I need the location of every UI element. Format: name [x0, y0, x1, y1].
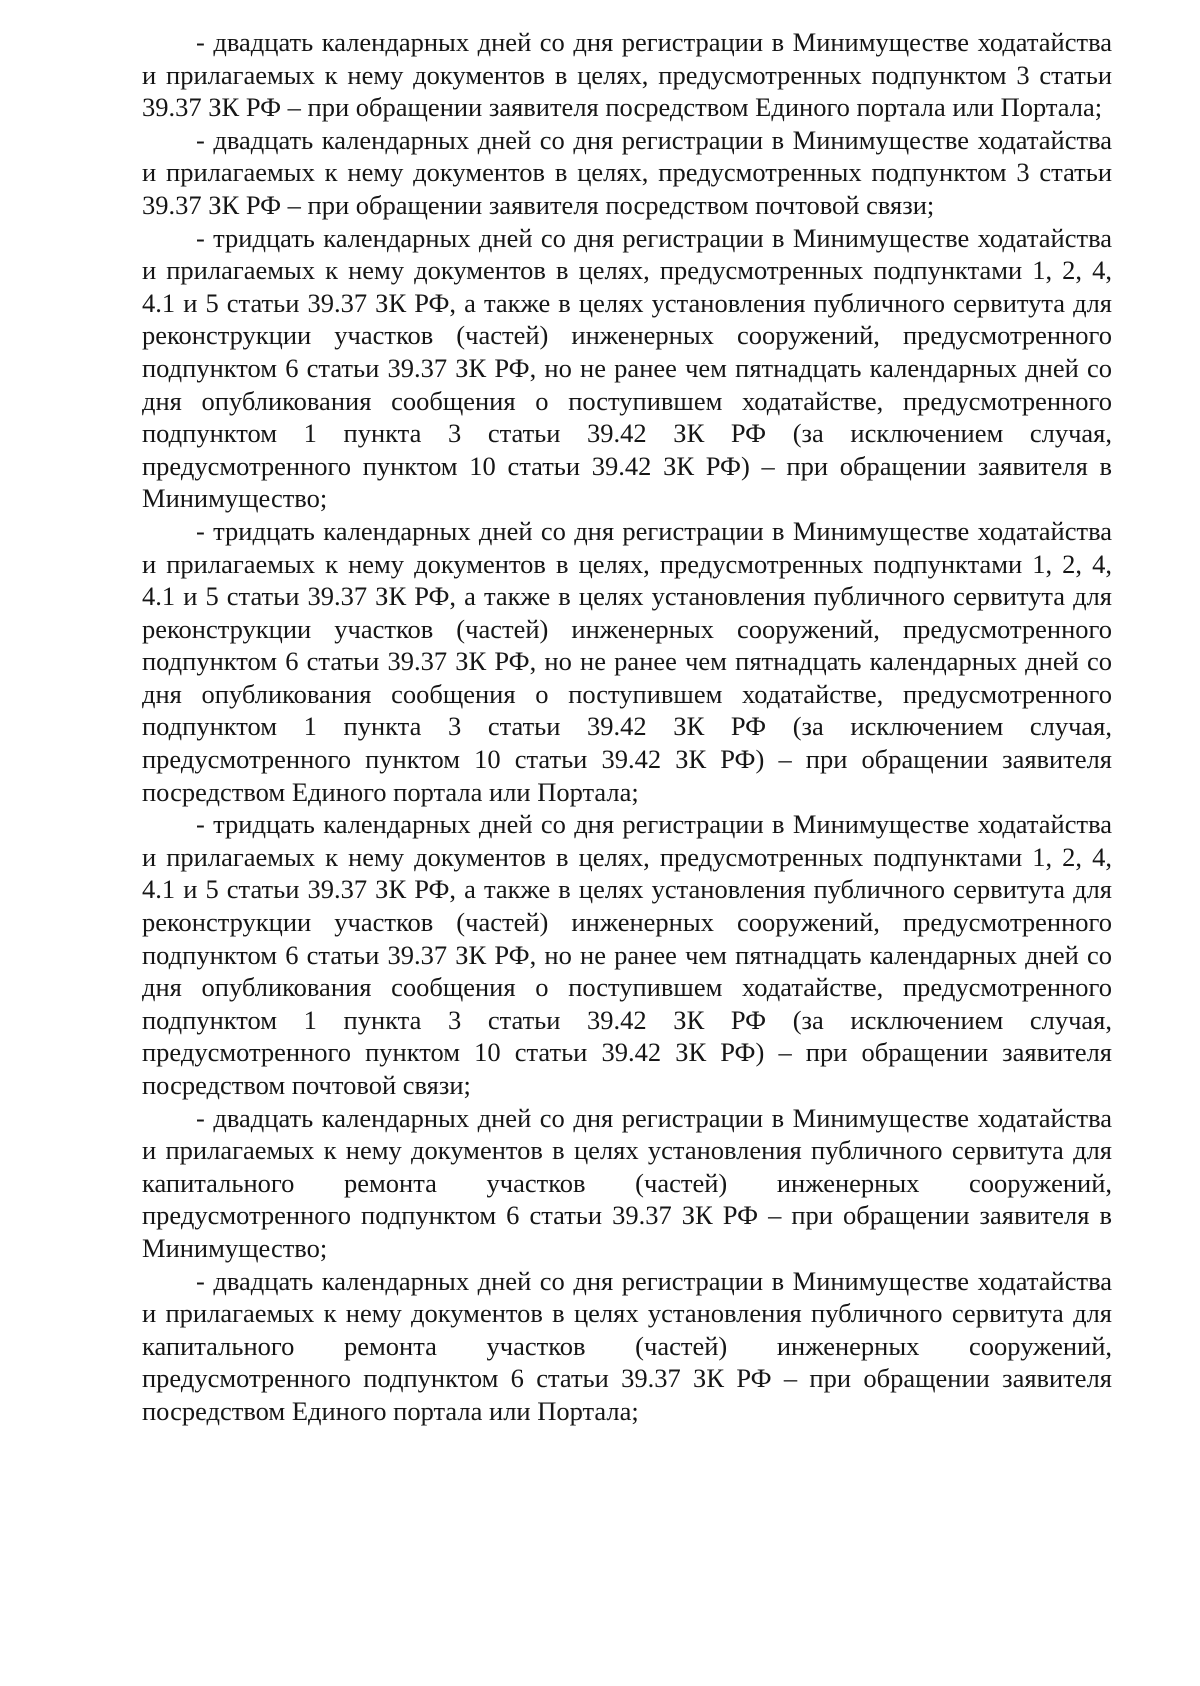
paragraph: - тридцать календарных дней со дня регистрации в Минимуществе ходатайства и прилагаемых к нему документов в целях, предусмотренных подпунктами 1, 2, 4, 4.1 и 5 статьи 39.37 ЗК РФ, а также в целях установления публичного сервитута для реконструкции участков (частей) инженерных сооружений, предусмотренного подпунктом 6 статьи 39.37 ЗК РФ, но не ранее чем пятнадцать календарных дней со дня опубликования сообщения о поступившем ходатайстве, предусмотренного подпунктом 1 пункта 3 статьи 39.42 ЗК РФ (за исключением случая, предусмотренного пунктом 10 статьи 39.42 ЗК РФ) – при обращении заявителя посредством почтовой связи; — [142, 809, 1112, 1100]
paragraph: - двадцать календарных дней со дня регистрации в Минимуществе ходатайства и прилагаемых к нему документов в целях, предусмотренных подпунктом 3 статьи 39.37 ЗК РФ – при обращении заявителя посредством Единого портала или Портала; — [142, 27, 1112, 123]
paragraph: - тридцать календарных дней со дня регистрации в Минимуществе ходатайства и прилагаемых к нему документов в целях, предусмотренных подпунктами 1, 2, 4, 4.1 и 5 статьи 39.37 ЗК РФ, а также в целях установления публичного сервитута для реконструкции участков (частей) инженерных сооружений, предусмотренного подпунктом 6 статьи 39.37 ЗК РФ, но не ранее чем пятнадцать календарных дней со дня опубликования сообщения о поступившем ходатайстве, предусмотренного подпунктом 1 пункта 3 статьи 39.42 ЗК РФ (за исключением случая, предусмотренного пунктом 10 статьи 39.42 ЗК РФ) – при обращении заявителя посредством Единого портала или Портала; — [142, 515, 1112, 807]
document-body — [142, 26, 1112, 1428]
paragraph: - двадцать календарных дней со дня регистрации в Минимуществе ходатайства и прилагаемых к нему документов в целях, предусмотренных подпунктом 3 статьи 39.37 ЗК РФ – при обращении заявителя посредством почтовой связи; — [142, 124, 1112, 220]
paragraph: - двадцать календарных дней со дня регистрации в Минимуществе ходатайства и прилагаемых к нему документов в целях установления публичного сервитута для капитального ремонта участков (частей) инженерных сооружений, предусмотренного подпунктом 6 статьи 39.37 ЗК РФ – при обращении заявителя в Минимущество; — [142, 1102, 1112, 1263]
paragraph: - двадцать календарных дней со дня регистрации в Минимуществе ходатайства и прилагаемых к нему документов в целях установления публичного сервитута для капитального ремонта участков (частей) инженерных сооружений, предусмотренного подпунктом 6 статьи 39.37 ЗК РФ – при обращении заявителя посредством Единого портала или Портала; — [142, 1265, 1112, 1426]
paragraph: - тридцать календарных дней со дня регистрации в Минимуществе ходатайства и прилагаемых к нему документов в целях, предусмотренных подпунктами 1, 2, 4, 4.1 и 5 статьи 39.37 ЗК РФ, а также в целях установления публичного сервитута для реконструкции участков (частей) инженерных сооружений, предусмотренного подпунктом 6 статьи 39.37 ЗК РФ, но не ранее чем пятнадцать календарных дней со дня опубликования сообщения о поступившем ходатайстве, предусмотренного подпунктом 1 пункта 3 статьи 39.42 ЗК РФ (за исключением случая, предусмотренного пунктом 10 статьи 39.42 ЗК РФ) – при обращении заявителя в Минимущество; — [142, 222, 1112, 514]
